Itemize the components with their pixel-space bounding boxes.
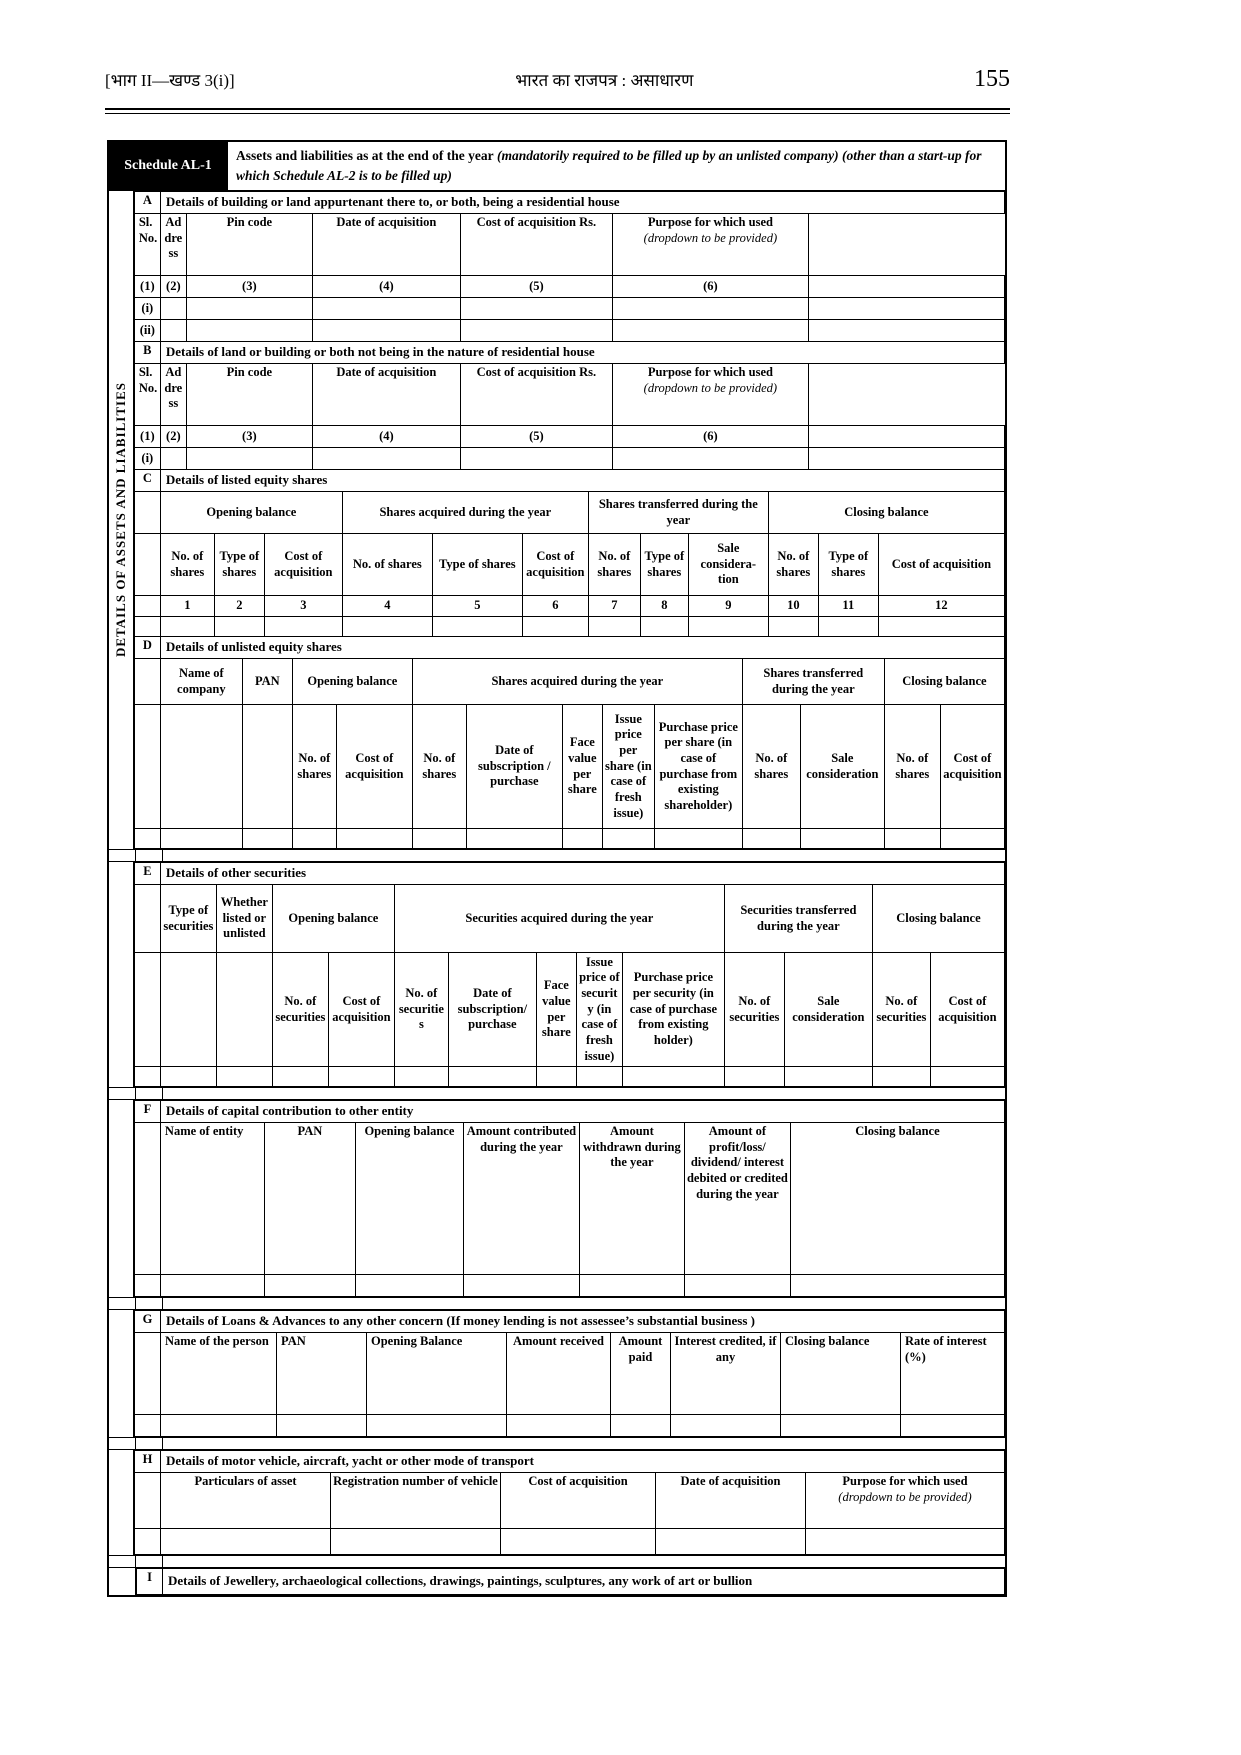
gazette-title: भारत का राजपत्र : असाधारण [515, 71, 694, 90]
col-header-date-acquisition: Date of acquisition [312, 214, 460, 276]
empty-cell [160, 953, 216, 1067]
col-number: (1) [134, 426, 160, 448]
empty-cell [134, 885, 160, 953]
empty-cell [930, 1067, 1004, 1087]
empty-cell [612, 298, 808, 320]
schedule-title-main: Assets and liabilities as at the end of the year [236, 148, 494, 163]
section-i-table [136, 1568, 1005, 1595]
empty-cell [460, 448, 612, 470]
col-header-cost-acquisition: Cost of acquisition Rs. [460, 364, 612, 426]
group-header-shares-transferred: Shares transferred during the year [742, 659, 884, 705]
empty-cell [684, 1275, 790, 1297]
col-header-sl-no: Sl. No. [134, 364, 160, 426]
empty-cell [134, 492, 160, 534]
sub-header: Issue price of security (in case of fresh issue) [576, 953, 622, 1067]
empty-cell [654, 829, 742, 849]
purpose-label: Purpose for which used [647, 215, 773, 229]
empty-cell [186, 298, 312, 320]
sub-header: No. of securities [872, 953, 930, 1067]
empty-cell [331, 1529, 501, 1555]
empty-cell [818, 617, 878, 637]
empty-cell [878, 617, 1004, 637]
empty-cell [784, 1067, 872, 1087]
empty-cell [186, 320, 312, 342]
block-section-g [109, 1310, 1005, 1437]
empty-cell [134, 659, 160, 705]
section-d-title: Details of unlisted equity shares [160, 637, 1004, 659]
section-c-table [134, 469, 1005, 637]
col-number: 2 [214, 596, 264, 617]
empty-cell [328, 1067, 394, 1087]
sub-header: No. of shares [884, 705, 940, 829]
group-header-shares-acquired: Shares acquired during the year [342, 492, 588, 534]
empty-cell [134, 617, 160, 637]
sub-header: Cost of acquisition [940, 705, 1004, 829]
section-i-title: Details of Jewellery, archaeological collections, drawings, paintings, sculptures, any work of art or bullion [163, 1569, 1005, 1595]
col-header-address: Address [160, 364, 186, 426]
col-header-registration-number: Registration number of vehicle [331, 1473, 501, 1529]
empty-cell [800, 829, 884, 849]
empty-cell [640, 617, 688, 637]
empty-cell [724, 1067, 784, 1087]
section-letter: C [134, 470, 160, 492]
sub-header: No. of shares [768, 534, 818, 596]
section-a-title: Details of building or land appurtenant there to, or both, being a residential house [160, 192, 1004, 214]
block-section-e [109, 862, 1005, 1087]
block-section-i [109, 1568, 1005, 1595]
col-header-sl-no: Sl. No. [134, 214, 160, 276]
col-header-amount-received: Amount received [506, 1333, 610, 1415]
col-number: (3) [186, 426, 312, 448]
page-number: 155 [974, 66, 1010, 92]
purpose-label: Purpose for which used [842, 1474, 968, 1488]
section-g-table [134, 1310, 1005, 1437]
col-header-cost-acquisition: Cost of acquisition [501, 1473, 656, 1529]
side-strip [109, 862, 134, 1087]
col-header-closing-balance: Closing balance [790, 1123, 1004, 1275]
sub-header: No. of securities [724, 953, 784, 1067]
col-number: 10 [768, 596, 818, 617]
empty-cell [342, 617, 432, 637]
col-number: (5) [460, 426, 612, 448]
empty-cell [134, 1333, 160, 1415]
col-header-profit-loss-dividend-interest: Amount of profit/loss/ dividend/ interest debited or credited during the year [684, 1123, 790, 1275]
empty-cell [160, 1275, 264, 1297]
section-letter: A [134, 192, 160, 214]
empty-cell [160, 448, 186, 470]
section-letter: B [134, 342, 160, 364]
sub-header: Sale consideration [784, 953, 872, 1067]
empty-cell [460, 320, 612, 342]
empty-cell [466, 829, 562, 849]
empty-cell [463, 1275, 579, 1297]
empty-cell [506, 1415, 610, 1437]
empty-cell [612, 320, 808, 342]
group-header-closing-balance: Closing balance [872, 885, 1004, 953]
col-number: (1) [134, 276, 160, 298]
block-divider [109, 1087, 1005, 1100]
col-number: (3) [186, 276, 312, 298]
col-header-amount-contributed: Amount contributed during the year [463, 1123, 579, 1275]
page-header [105, 66, 1010, 93]
col-number: 4 [342, 596, 432, 617]
col-header-pin-code: Pin code [186, 364, 312, 426]
empty-cell [216, 953, 272, 1067]
side-label: DETAILS OF ASSETS AND LIABILITIES [112, 382, 128, 658]
col-header-pan: PAN [264, 1123, 355, 1275]
section-h-table [134, 1450, 1005, 1555]
dropdown-note: (dropdown to be provided) [643, 380, 778, 395]
col-number: 6 [522, 596, 588, 617]
group-header-securities-transferred: Securities transferred during the year [724, 885, 872, 953]
empty-cell [312, 448, 460, 470]
schedule-al1-form [107, 140, 1007, 1597]
side-strip [109, 191, 134, 849]
block-section-h [109, 1450, 1005, 1555]
sub-header: Date of subscription / purchase [466, 705, 562, 829]
row-label: (i) [134, 448, 160, 470]
purpose-label: Purpose for which used [647, 365, 773, 379]
col-number: (2) [160, 276, 186, 298]
section-f-table [134, 1100, 1005, 1297]
col-number: (4) [312, 276, 460, 298]
empty-cell [276, 1415, 366, 1437]
empty-cell [292, 829, 336, 849]
group-header-opening-balance: Opening balance [272, 885, 394, 953]
empty-cell [134, 1067, 160, 1087]
section-letter: F [134, 1101, 160, 1123]
section-letter: G [134, 1311, 160, 1333]
block-sections-a-d [109, 191, 1005, 849]
empty-cell [134, 1415, 160, 1437]
empty-cell [900, 1415, 1004, 1437]
block-divider [109, 1555, 1005, 1568]
group-header-securities-acquired: Securities acquired during the year [394, 885, 724, 953]
col-header-address: Address [160, 214, 186, 276]
col-header-cost-acquisition: Cost of acquisition Rs. [460, 214, 612, 276]
empty-cell [501, 1529, 656, 1555]
sub-header: Cost of acquisition [522, 534, 588, 596]
sub-header: Cost of acquisition [878, 534, 1004, 596]
section-letter: I [137, 1569, 163, 1595]
col-number: 9 [688, 596, 768, 617]
empty-cell [610, 1415, 670, 1437]
empty-cell [272, 1067, 328, 1087]
empty-cell [160, 298, 186, 320]
sub-header: Purchase price per security (in case of purchase from existing holder) [622, 953, 724, 1067]
empty-cell [160, 705, 242, 829]
sub-header: No. of shares [342, 534, 432, 596]
col-number: (4) [312, 426, 460, 448]
empty-cell [670, 1415, 780, 1437]
section-f-title: Details of capital contribution to other entity [160, 1101, 1004, 1123]
section-letter: D [134, 637, 160, 659]
empty-cell [940, 829, 1004, 849]
empty-cell [336, 829, 412, 849]
group-header-shares-acquired: Shares acquired during the year [412, 659, 742, 705]
empty-cell [688, 617, 768, 637]
sub-header: Type of shares [432, 534, 522, 596]
col-number: (6) [612, 426, 808, 448]
col-header-opening-balance: Opening Balance [366, 1333, 506, 1415]
sub-header: Face value per share [536, 953, 576, 1067]
sub-header: No. of shares [412, 705, 466, 829]
side-strip [109, 1310, 134, 1437]
empty-cell [460, 298, 612, 320]
empty-cell [161, 1529, 331, 1555]
empty-cell [264, 1275, 355, 1297]
empty-cell [160, 617, 214, 637]
sub-header: Cost of acquisition [328, 953, 394, 1067]
empty-cell [134, 1123, 160, 1275]
sub-header: Type of shares [640, 534, 688, 596]
empty-cell [135, 1529, 161, 1555]
empty-cell [536, 1067, 576, 1087]
col-header-pan: PAN [276, 1333, 366, 1415]
side-strip [109, 1568, 136, 1595]
col-header-interest-credited: Interest credited, if any [670, 1333, 780, 1415]
empty-cell [160, 1415, 276, 1437]
empty-cell [579, 1275, 684, 1297]
sub-header: Sale considera-tion [688, 534, 768, 596]
part-section-label: [भाग II—खण्ड 3(i)] [105, 71, 235, 90]
empty-cell [790, 1275, 1004, 1297]
empty-cell [806, 1529, 1005, 1555]
section-d-table [134, 636, 1005, 849]
empty-cell [160, 320, 186, 342]
block-divider [109, 1437, 1005, 1450]
empty-cell [366, 1415, 506, 1437]
block-section-f [109, 1100, 1005, 1297]
empty-cell [612, 448, 808, 470]
col-header-purpose [806, 1473, 1005, 1529]
sub-header: Issue price per share (in case of fresh issue) [602, 705, 654, 829]
empty-cell [768, 617, 818, 637]
col-number: (5) [460, 276, 612, 298]
col-header-amount-paid: Amount paid [610, 1333, 670, 1415]
section-e-title: Details of other securities [160, 863, 1004, 885]
block-divider [109, 1297, 1005, 1310]
empty-cell [808, 426, 1004, 448]
empty-cell [134, 596, 160, 617]
group-header-pan: PAN [242, 659, 292, 705]
sub-header: Face value per share [562, 705, 602, 829]
empty-cell [160, 829, 242, 849]
group-header-shares-transferred: Shares transferred during the year [588, 492, 768, 534]
dropdown-note: (dropdown to be provided) [643, 230, 778, 245]
sub-header: Cost of acquisition [930, 953, 1004, 1067]
empty-cell [742, 829, 800, 849]
empty-cell [588, 617, 640, 637]
empty-cell [186, 448, 312, 470]
col-header-opening-balance: Opening balance [355, 1123, 463, 1275]
sub-header: Type of shares [818, 534, 878, 596]
sub-header: No. of securities [272, 953, 328, 1067]
group-header-type-of-securities: Type of securities [160, 885, 216, 953]
sub-header: No. of securities [394, 953, 448, 1067]
empty-cell [884, 829, 940, 849]
col-number: (2) [160, 426, 186, 448]
empty-cell [134, 534, 160, 596]
sub-header: Purchase price per share (in case of purchase from existing shareholder) [654, 705, 742, 829]
sub-header: Sale consideration [800, 705, 884, 829]
empty-cell [312, 298, 460, 320]
col-number: 3 [264, 596, 342, 617]
empty-cell [622, 1067, 724, 1087]
empty-cell [216, 1067, 272, 1087]
empty-cell [780, 1415, 900, 1437]
empty-cell [412, 829, 466, 849]
group-header-closing-balance: Closing balance [768, 492, 1004, 534]
section-e-table [134, 862, 1005, 1087]
col-header-name-of-entity: Name of entity [160, 1123, 264, 1275]
empty-cell [576, 1067, 622, 1087]
empty-cell [134, 829, 160, 849]
schedule-title [227, 142, 1005, 190]
section-letter: E [134, 863, 160, 885]
col-number: (6) [612, 276, 808, 298]
empty-cell [562, 829, 602, 849]
empty-cell [808, 320, 1004, 342]
col-number: 12 [878, 596, 1004, 617]
empty-cell [160, 1067, 216, 1087]
sub-header: No. of shares [292, 705, 336, 829]
sub-header: Cost of acquisition [264, 534, 342, 596]
dropdown-note: (dropdown to be provided) [838, 1489, 972, 1504]
sub-header: No. of shares [160, 534, 214, 596]
section-letter: H [135, 1451, 161, 1473]
sub-header: Date of subscription/ purchase [448, 953, 536, 1067]
col-number: 8 [640, 596, 688, 617]
empty-cell [394, 1067, 448, 1087]
col-header-particulars-of-asset: Particulars of asset [161, 1473, 331, 1529]
empty-cell [242, 829, 292, 849]
empty-cell [264, 617, 342, 637]
header-rule [105, 108, 1010, 114]
section-h-title: Details of motor vehicle, aircraft, yacht or other mode of transport [161, 1451, 1005, 1473]
empty-cell [134, 953, 160, 1067]
empty-cell [242, 705, 292, 829]
group-header-opening-balance: Opening balance [292, 659, 412, 705]
sub-header: Cost of acquisition [336, 705, 412, 829]
empty-cell [522, 617, 588, 637]
side-strip [109, 1100, 134, 1297]
col-number: 11 [818, 596, 878, 617]
empty-cell [808, 276, 1004, 298]
sub-header: No. of shares [742, 705, 800, 829]
empty-cell [355, 1275, 463, 1297]
schedule-title-note: (mandatorily required to be filled up by an unlisted company) (other than a start-up for which Schedule AL-2 is to be filled up) [236, 148, 982, 183]
col-number: 5 [432, 596, 522, 617]
col-header-pin-code: Pin code [186, 214, 312, 276]
group-header-opening-balance: Opening balance [160, 492, 342, 534]
section-b-table [134, 341, 1005, 470]
section-a-table [134, 191, 1005, 342]
row-label: (i) [134, 298, 160, 320]
col-header-amount-withdrawn: Amount withdrawn during the year [579, 1123, 684, 1275]
empty-cell [448, 1067, 536, 1087]
col-header-date-acquisition: Date of acquisition [656, 1473, 806, 1529]
side-strip [109, 1450, 134, 1555]
empty-cell [214, 617, 264, 637]
block-divider [109, 849, 1005, 862]
empty-cell [808, 298, 1004, 320]
group-header-company-name: Name of company [160, 659, 242, 705]
empty-cell [134, 705, 160, 829]
sub-header: Type of shares [214, 534, 264, 596]
section-g-title: Details of Loans & Advances to any other concern (If money lending is not assessee’s substantial business ) [160, 1311, 1004, 1333]
col-header-rate-of-interest: Rate of interest (%) [900, 1333, 1004, 1415]
col-header-name-of-person: Name of the person [160, 1333, 276, 1415]
schedule-header-row [109, 142, 1005, 191]
col-header-date-acquisition: Date of acquisition [312, 364, 460, 426]
section-c-title: Details of listed equity shares [160, 470, 1004, 492]
group-header-whether-listed: Whether listed or unlisted [216, 885, 272, 953]
empty-cell [656, 1529, 806, 1555]
col-header-purpose [612, 214, 808, 276]
sub-header: No. of shares [588, 534, 640, 596]
empty-cell [602, 829, 654, 849]
col-number: 7 [588, 596, 640, 617]
empty-cell [872, 1067, 930, 1087]
empty-cell [134, 1275, 160, 1297]
empty-cell [135, 1473, 161, 1529]
empty-cell [808, 448, 1004, 470]
schedule-code: Schedule AL-1 [109, 142, 227, 190]
col-number: 1 [160, 596, 214, 617]
col-header-closing-balance: Closing balance [780, 1333, 900, 1415]
col-header-purpose [612, 364, 808, 426]
empty-cell [312, 320, 460, 342]
group-header-closing-balance: Closing balance [884, 659, 1004, 705]
section-b-title: Details of land or building or both not being in the nature of residential house [160, 342, 1004, 364]
empty-cell [432, 617, 522, 637]
row-label: (ii) [134, 320, 160, 342]
